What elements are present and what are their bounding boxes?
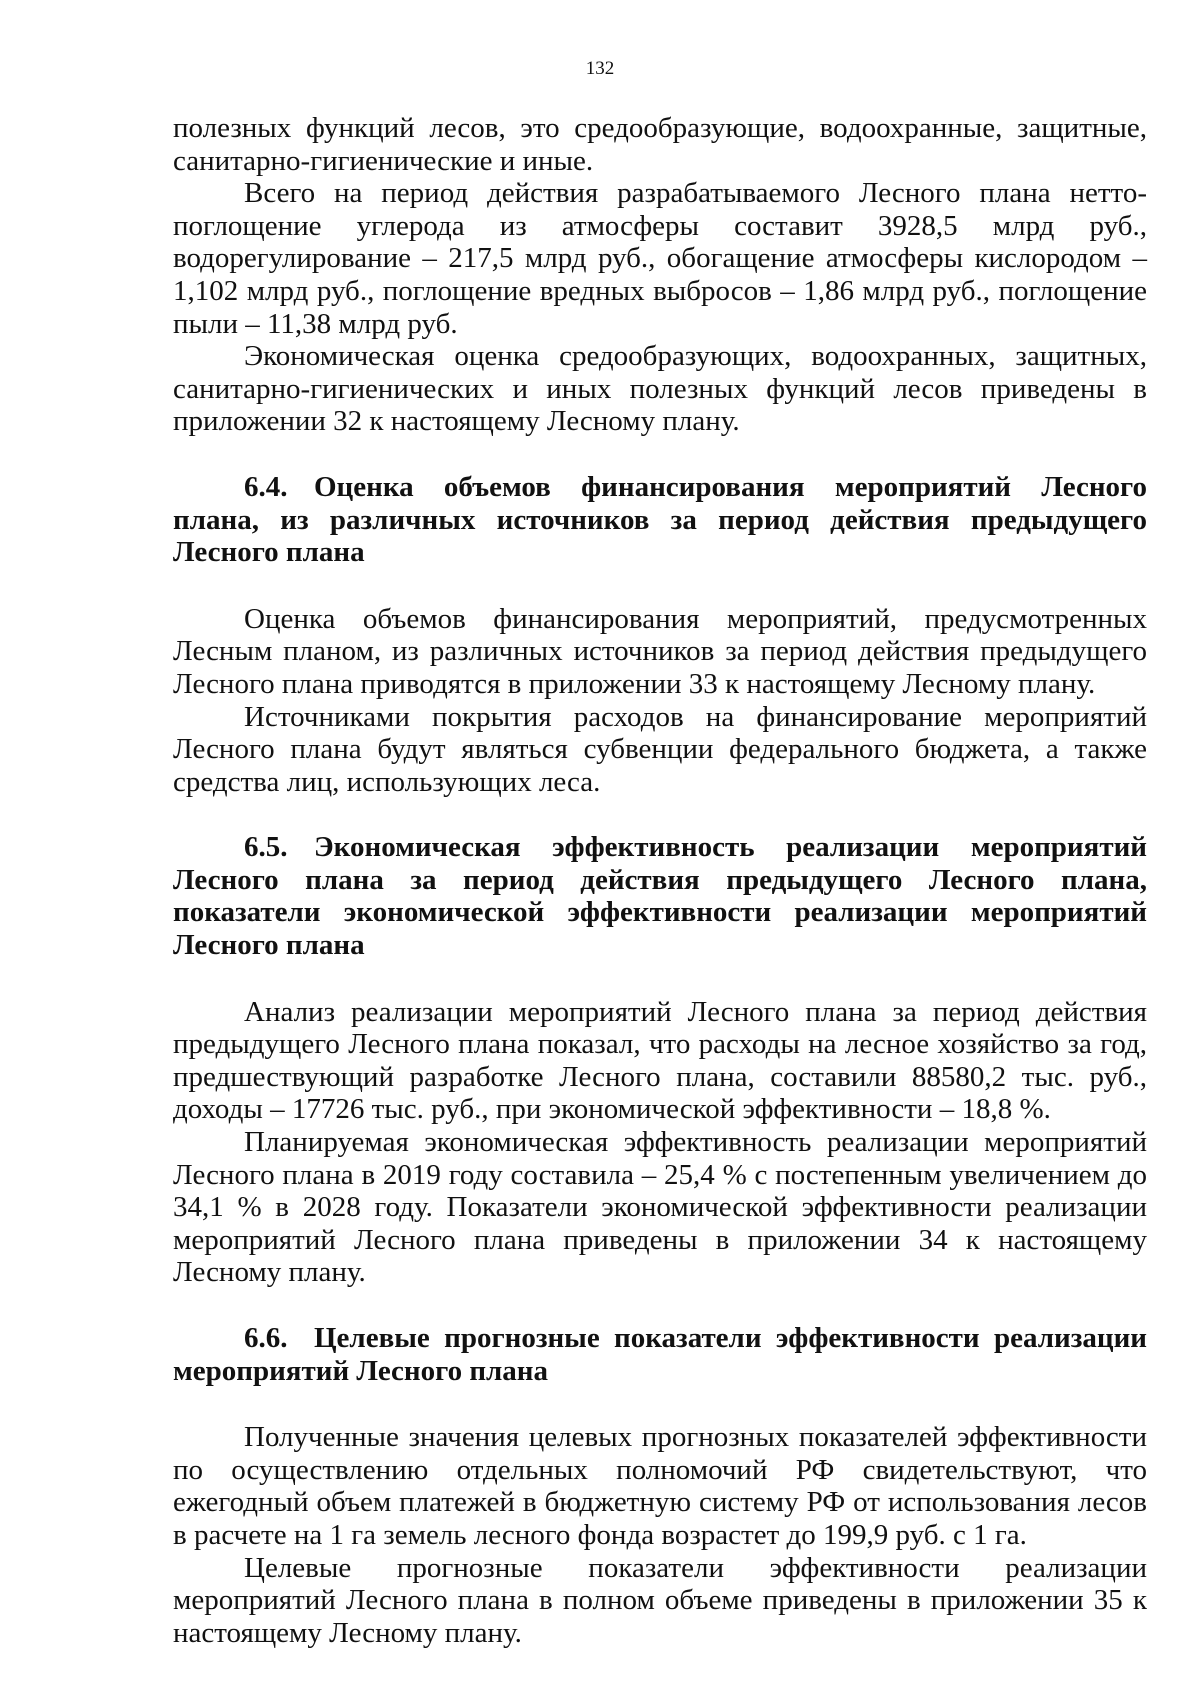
spacer xyxy=(173,438,1147,471)
spacer xyxy=(173,1289,1147,1322)
paragraph: Анализ реализации мероприятий Лесного плана за период действия предыдущего Лесного плана показал, что расходы на лесное хозяйство за год, предшествующий разработке Лесного плана, составили 88580,2 тыс. руб., доходы – 17726 тыс. руб., при экономической эффективности – 18,8 %. xyxy=(173,995,1147,1126)
paragraph: Полученные значения целевых прогнозных показателей эффективности по осуществлению отдельных полномочий РФ свидетельствуют, что ежегодный объем платежей в бюджетную систему РФ от использования лесов в расчете на 1 га земель лесного фонда возрастет до 199,9 руб. с 1 га. xyxy=(173,1421,1147,1551)
section-title: Целевые прогнозные показатели эффективности реализации мероприятий Лесного плана xyxy=(173,1322,1147,1387)
spacer xyxy=(173,569,1147,603)
section-heading-6-4 xyxy=(173,471,1147,569)
page-number: 132 xyxy=(585,58,615,79)
spacer xyxy=(173,1387,1147,1421)
paragraph: Оценка объемов финансирования мероприятий, предусмотренных Лесным планом, из различных источников за период действия предыдущего Лесного плана приводятся в приложении 33 к настоящему Лесному плану. xyxy=(173,602,1147,700)
paragraph: Экономическая оценка средообразующих, водоохранных, защитных, санитарно-гигиенических и иных полезных функций лесов приведены в приложении 32 к настоящему Лесному плану. xyxy=(173,340,1147,438)
section-number: 6.4. xyxy=(244,470,288,503)
section-number: 6.6. xyxy=(244,1322,288,1354)
section-heading-6-5 xyxy=(173,831,1147,961)
section-title: Оценка объемов финансирования мероприятий Лесного плана, из различных источников за период действия предыдущего Лесного плана xyxy=(173,470,1147,569)
paragraph: Планируемая экономическая эффективность реализации мероприятий Лесного плана в 2019 году составила – 25,4 % с постепенным увеличением до 34,1 % в 2028 году. Показатели экономической эффективности реализации мероприятий Лесного плана приведены в приложении 34 к настоящему Лесному плану. xyxy=(173,1126,1147,1289)
section-number: 6.5. xyxy=(244,831,288,864)
section-title: Экономическая эффективность реализации мероприятий Лесного плана за период действия предыдущего Лесного плана, показатели экономической эффективности реализации мероприятий Лесного плана xyxy=(173,831,1147,962)
paragraph: Целевые прогнозные показатели эффективности реализации мероприятий Лесного плана в полном объеме приведены в приложении 35 к настоящему Лесному плану. xyxy=(173,1551,1147,1649)
spacer xyxy=(173,798,1147,831)
section-heading-6-6 xyxy=(173,1322,1147,1387)
spacer xyxy=(173,962,1147,996)
paragraph: полезных функций лесов, это средообразующие, водоохранные, защитные, санитарно-гигиенические и иные. xyxy=(173,112,1147,177)
paragraph: Источниками покрытия расходов на финансирование мероприятий Лесного плана будут являться субвенции федерального бюджета, а также средства лиц, использующих леса. xyxy=(173,700,1147,798)
page-content xyxy=(173,112,1147,1649)
paragraph: Всего на период действия разрабатываемого Лесного плана нетто-поглощение углерода из атмосферы составит 3928,5 млрд руб., водорегулирование – 217,5 млрд руб., обогащение атмосферы кислородом – 1,102 млрд руб., поглощение вредных выбросов – 1,86 млрд руб., поглощение пыли – 11,38 млрд руб. xyxy=(173,177,1147,340)
